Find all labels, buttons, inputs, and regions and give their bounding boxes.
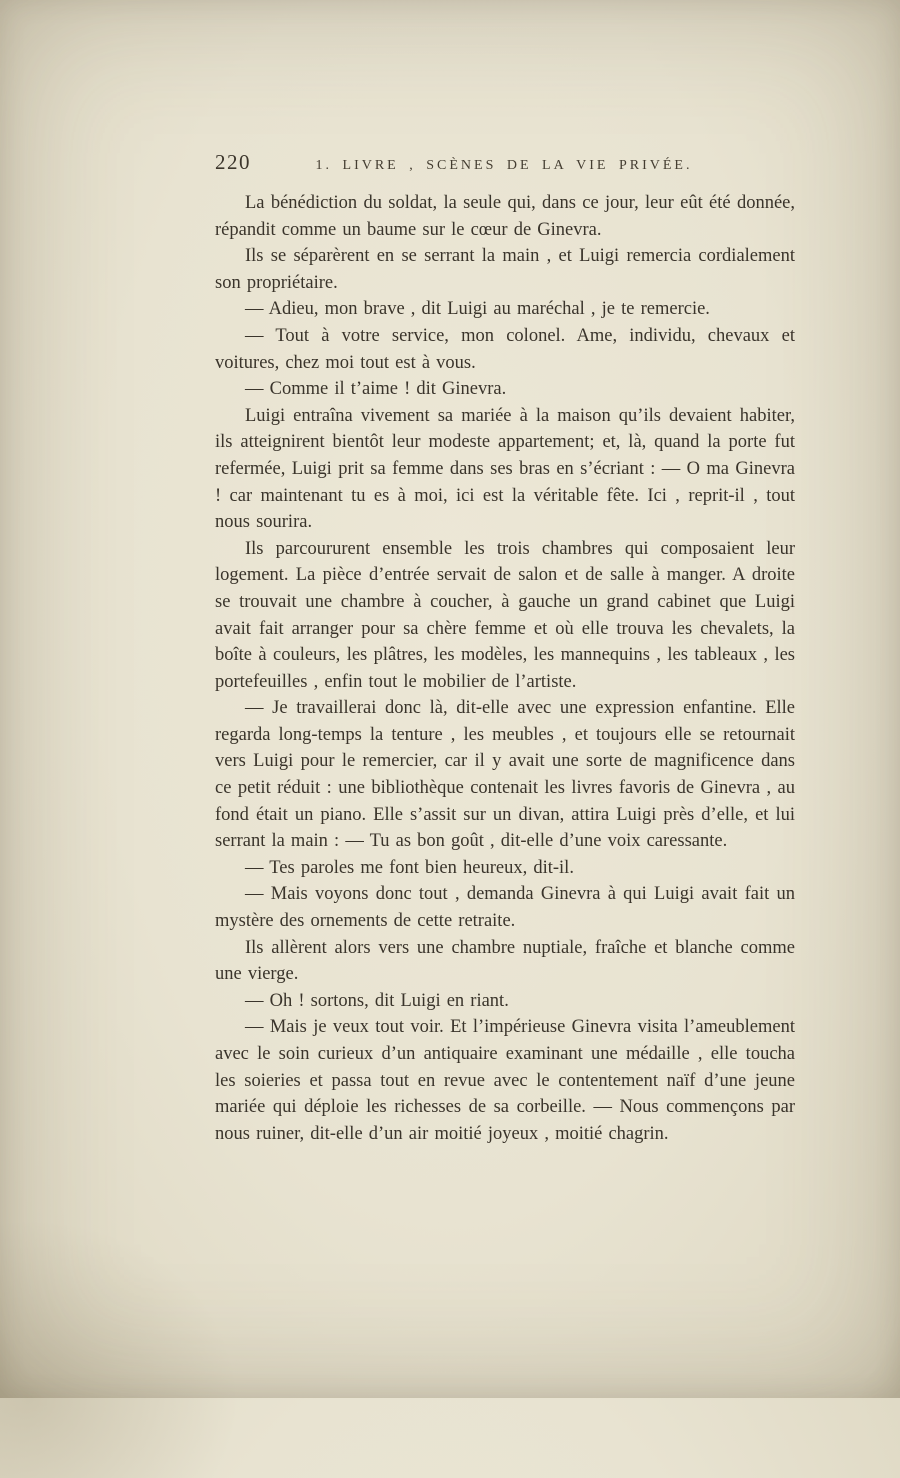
paragraph: — Mais voyons donc tout , demanda Ginevra à qui Luigi avait fait un mystère des ornements de cette retraite.	[215, 884, 795, 932]
scan-corner-smudge	[0, 1218, 240, 1478]
paragraph: — Tes paroles me font bien heureux, dit-il.	[245, 857, 574, 878]
paragraph: — Je travaillerai donc là, dit-elle avec une expression enfantine. Elle regarda long-temps la tenture , les meubles , et toujours elle se retournait vers Luigi pour le remercier, car il y avait une sorte de magnificence dans ce petit réduit : une bibliothèque contenait les livres favoris de Ginevra , au fond était un piano. Elle s’assit sur un divan, attira Luigi près d’elle, et lui serrant la main : — Tu as bon goût , dit-elle d’une voix caressante.	[215, 698, 795, 852]
page-number: 220	[215, 150, 251, 174]
paragraph: Luigi entraîna vivement sa mariée à la maison qu’ils devaient habiter, ils atteignirent bientôt leur modeste appartement; et, là, quand la porte fut refermée, Luigi prit sa femme dans ses bras en s’écriant : — O ma Ginevra ! car maintenant tu es à moi, ici est la véritable fête. Ici , reprit-il , tout nous sourira.	[215, 405, 795, 533]
page-content	[215, 150, 795, 1147]
paragraph: Ils se séparèrent en se serrant la main , et Luigi remercia cordialement son propriétaire.	[215, 246, 795, 293]
paragraph: Ils parcoururent ensemble les trois chambres qui composaient leur logement. La pièce d’entrée servait de salon et de salle à manger. A droite se trouvait une chambre à coucher, à gauche un grand cabinet que Luigi avait fait arranger pour sa chère femme et où elle trouva les chevalets, la boîte à couleurs, les plâtres, les modèles, les mannequins , les tableaux , les portefeuilles , enfin tout le mobilier de l’artiste.	[215, 538, 795, 692]
page-header	[215, 150, 795, 175]
paragraph: — Tout à votre service, mon colonel. Ame, individu, chevaux et voitures, chez moi tout est à vous.	[215, 325, 795, 373]
paragraph: Ils allèrent alors vers une chambre nuptiale, fraîche et blanche comme une vierge.	[215, 937, 795, 985]
paragraph: La bénédiction du soldat, la seule qui, dans ce jour, leur eût été donnée, répandit comme un baume sur le cœur de Ginevra.	[215, 193, 795, 240]
paragraph: — Mais je veux tout voir. Et l’impérieuse Ginevra visita l’ameublement avec le soin curieux d’un antiquaire examinant une médaille , elle toucha les soieries et passa tout en revue avec le contentement naïf d’une jeune mariée qui déploie les richesses de sa corbeille. — Nous commençons par nous ruiner, dit-elle d’un air moitié joyeux , moitié chagrin.	[215, 1017, 795, 1144]
page-body	[215, 190, 795, 1147]
paragraph: — Comme il t’aime ! dit Ginevra.	[245, 379, 507, 400]
paragraph: — Adieu, mon brave , dit Luigi au maréchal , je te remercie.	[245, 299, 710, 320]
paragraph: — Oh ! sortons, dit Luigi en riant.	[245, 990, 509, 1011]
running-title: 1. LIVRE , SCÈNES DE LA VIE PRIVÉE.	[315, 158, 693, 173]
